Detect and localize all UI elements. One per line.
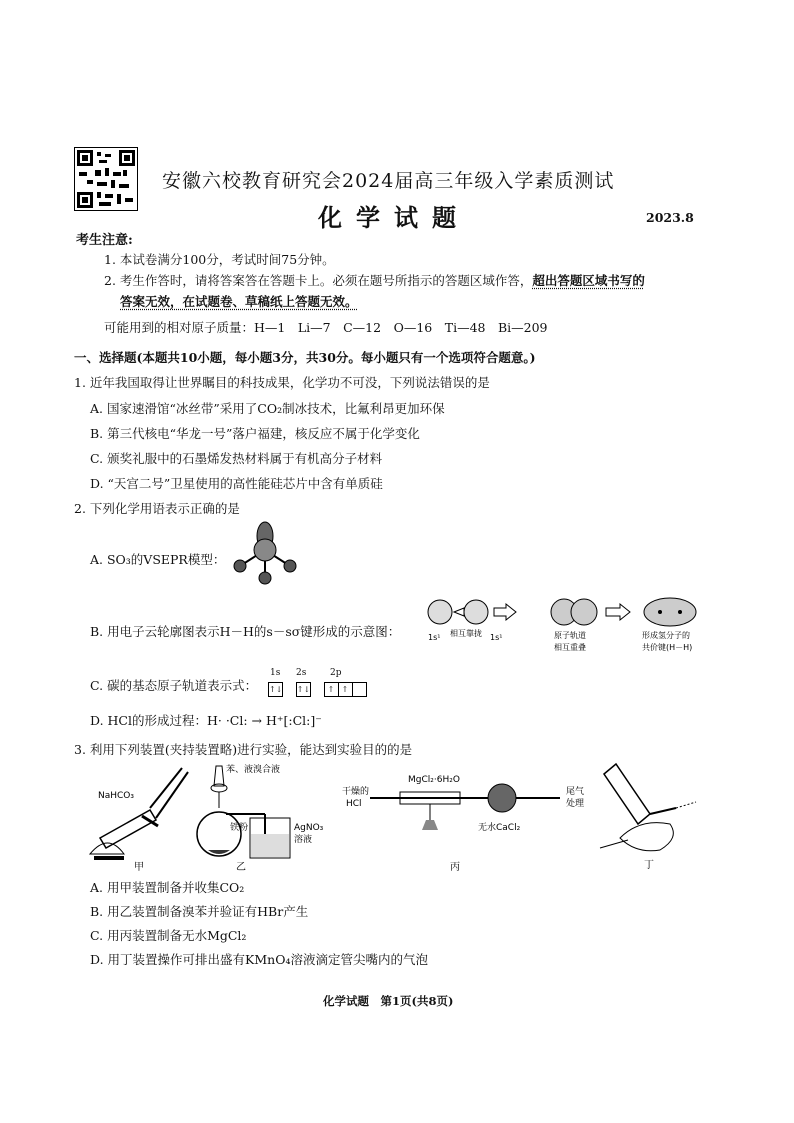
- label-nahco3: NaHCO₃: [98, 791, 134, 801]
- orbital-box-2p-3: [352, 682, 367, 697]
- label-ding: 丁: [644, 860, 654, 871]
- orbital-label-2p: 2p: [330, 668, 342, 678]
- q1-option-d: D. “天宫二号”卫星使用的高性能硅芯片中含有单质硅: [90, 476, 383, 491]
- q3-stem: 3. 利用下列装置(夹持装置略)进行实验，能达到实验目的的是: [74, 742, 413, 757]
- exam-date: 2023.8: [646, 210, 694, 225]
- q2-option-a: A. SO₃的VSEPR模型：: [90, 552, 226, 567]
- orbital-box-2s: ↑↓: [296, 682, 311, 697]
- q1-stem: 1. 近年我国取得让世界瞩目的科技成果，化学功不可没，下列说法错误的是: [74, 375, 490, 390]
- sigma-bond-diagram: [426, 596, 718, 658]
- label-iron: 铁粉: [230, 823, 249, 833]
- q2-option-c: C. 碳的基态原子轨道表示式：: [90, 678, 258, 693]
- orbital-box-2p-1: ↑: [324, 682, 339, 697]
- diagram-label-form-bond: 形成氢分子的: [642, 631, 690, 640]
- q2-stem: 2. 下列化学用语表示正确的是: [74, 501, 240, 516]
- q3-option-b: B. 用乙装置制备溴苯并验证有HBr产生: [90, 904, 309, 919]
- apparatus-jia: [90, 768, 188, 873]
- q2-option-b: B. 用电子云轮廓图表示H－H的s－sσ键形成的示意图：: [90, 624, 401, 639]
- label-agno3-2: 溶液: [294, 835, 313, 845]
- label-bing: 丙: [450, 862, 460, 873]
- label-yi: 乙: [236, 862, 246, 873]
- qr-code: [74, 147, 138, 211]
- notice-item-2-emph: 超出答题区域书写的: [532, 273, 645, 288]
- diagram-label-1s-left: 1s¹: [428, 633, 441, 642]
- label-agno3-1: AgNO₃: [294, 823, 324, 833]
- label-mgcl2: MgCl₂·6H₂O: [408, 775, 460, 785]
- q3-option-a: A. 用甲装置制备并收集CO₂: [90, 880, 245, 895]
- orbital-box-1s: ↑↓: [268, 682, 283, 697]
- notice-item-2-text: 2. 考生作答时，请将答案答在答题卡上。必须在题号所指示的答题区域作答，: [104, 273, 533, 288]
- diagram-label-approach: 相互靠拢: [450, 629, 482, 638]
- diagram-label-orbital: 原子轨道: [554, 631, 586, 640]
- orbital-label-2s: 2s: [296, 668, 307, 678]
- section-heading: 一、选择题(本题共10小题，每小题3分，共30分。每小题只有一个选项符合题意。): [74, 350, 536, 365]
- notice-item-2-cont: 答案无效，在试题卷、草稿纸上答题无效。: [120, 294, 358, 309]
- q3-apparatus-figure: [80, 758, 730, 874]
- orbital-diagram: [268, 668, 366, 697]
- notice-item-1: 1. 本试卷满分100分，考试时间75分钟。: [104, 252, 335, 267]
- apparatus-ding: [600, 764, 696, 871]
- notice-item-2: [104, 271, 645, 289]
- apparatus-yi: [197, 763, 324, 873]
- label-jia: 甲: [134, 862, 144, 873]
- label-exhaust-2: 处理: [566, 799, 585, 809]
- so3-vsepr-model: [228, 520, 302, 586]
- qr-code-pattern: [75, 148, 137, 210]
- q3-option-d: D. 用丁装置操作可排出盛有KMnO₄溶液滴定管尖嘴内的气泡: [90, 952, 428, 967]
- label-cacl2: 无水CaCl₂: [478, 823, 521, 833]
- label-benzene: 苯、液溴合液: [226, 765, 281, 775]
- notice-heading: 考生注意:: [76, 233, 133, 248]
- exam-title: 安徽六校教育研究会2024届高三年级入学素质测试: [162, 170, 615, 192]
- apparatus-bing: [342, 775, 584, 873]
- q1-option-b: B. 第三代核电“华龙一号”落户福建，核反应不属于化学变化: [90, 426, 420, 441]
- diagram-label-1s-right: 1s¹: [490, 633, 503, 642]
- q3-option-c: C. 用丙装置制备无水MgCl₂: [90, 928, 247, 943]
- orbital-label-1s: 1s: [270, 668, 281, 678]
- atomic-masses: 可能用到的相对原子质量：H—1 Li—7 C—12 O—16 Ti—48 Bi—209: [104, 320, 548, 335]
- label-hcl-1: 干燥的: [342, 787, 370, 797]
- page-footer: 化学试题 第1页(共8页): [323, 994, 454, 1008]
- diagram-label-overlap: 相互重叠: [554, 643, 586, 652]
- q2-option-d: D. HCl的形成过程：H· ·Cl: → H⁺[:Cl:]⁻: [90, 713, 322, 728]
- orbital-box-2p-2: ↑: [338, 682, 353, 697]
- label-exhaust-1: 尾气: [566, 787, 585, 797]
- diagram-label-hh-bond: 共价键(H－H): [642, 643, 693, 652]
- subject-title: 化学试题: [318, 203, 470, 232]
- q1-option-a: A. 国家速滑馆“冰丝带”采用了CO₂制冰技术，比氟利昂更加环保: [90, 401, 445, 416]
- q1-option-c: C. 颁奖礼服中的石墨烯发热材料属于有机高分子材料: [90, 451, 383, 466]
- label-hcl-2: HCl: [346, 799, 362, 809]
